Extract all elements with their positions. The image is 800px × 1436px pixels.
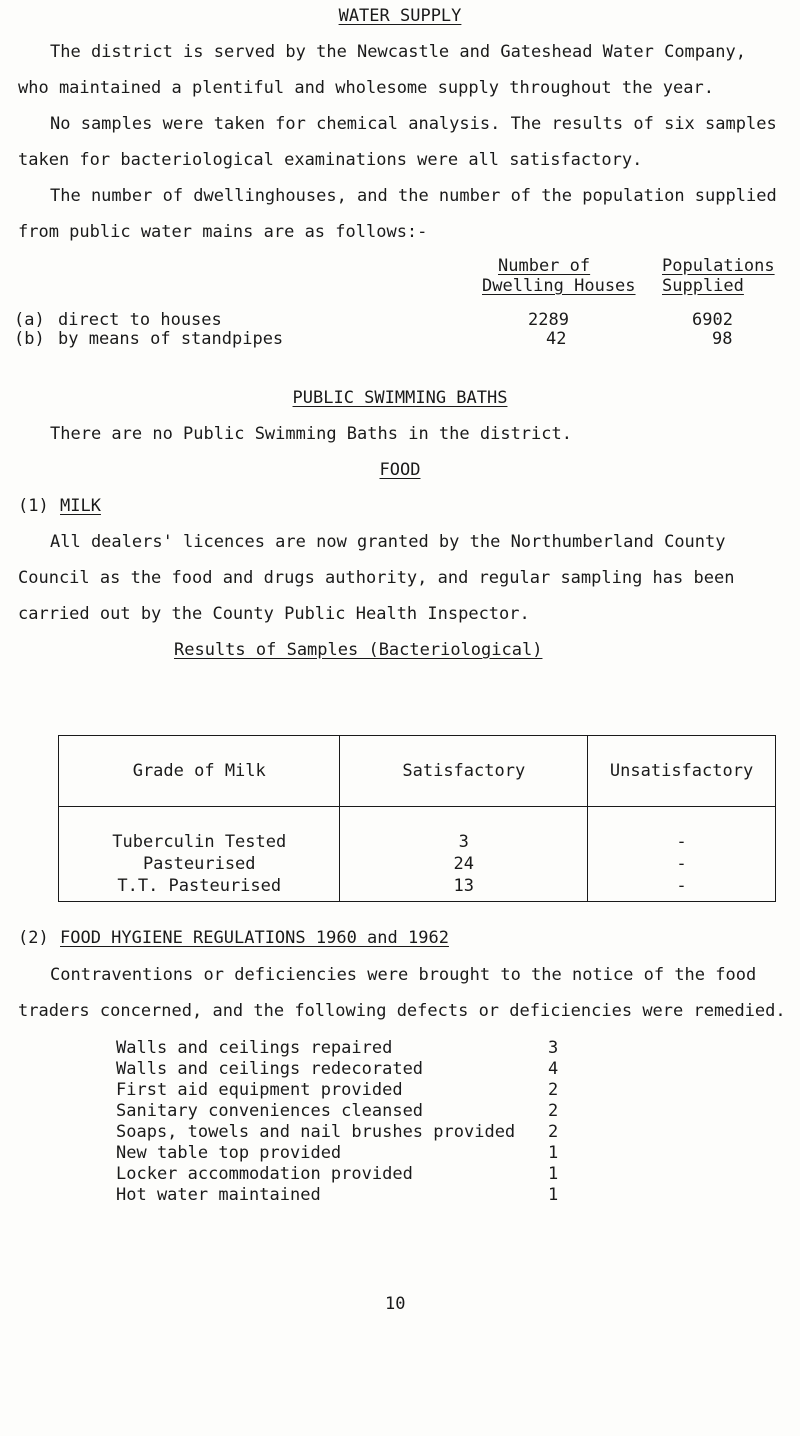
table-cell: Tuberculin Tested xyxy=(112,832,287,852)
list-item-count: 1 xyxy=(548,1164,559,1184)
header-grade: Grade of Milk xyxy=(59,736,340,807)
milk-paragraph-line: Council as the food and drugs authority, and regular sampling has been xyxy=(18,568,735,588)
dwellings-value: 2289 xyxy=(528,310,569,330)
hygiene-paragraph-line: Contraventions or deficiencies were brought to the notice of the food xyxy=(50,965,757,985)
dwelling-column-header: Number of xyxy=(498,256,591,276)
list-item: Sanitary conveniences cleansed xyxy=(116,1101,424,1121)
table-cell: Pasteurised xyxy=(142,854,256,874)
milk-paragraph-line: carried out by the County Public Health Inspector. xyxy=(18,604,530,624)
water-paragraph-line: The number of dwellinghouses, and the number of the population supplied xyxy=(50,186,777,206)
grade-column xyxy=(59,807,340,902)
table-cell: 24 xyxy=(453,854,475,874)
milk-paragraph-line: All dealers' licences are now granted by the Northumberland County xyxy=(50,532,726,552)
list-item-count: 1 xyxy=(548,1185,559,1205)
hygiene-heading: FOOD HYGIENE REGULATIONS 1960 and 1962 xyxy=(60,928,449,948)
remedies-list xyxy=(116,1040,616,1210)
unsatisfactory-column xyxy=(588,807,776,902)
table-cell: 13 xyxy=(453,876,475,896)
milk-heading: MILK xyxy=(60,496,101,516)
list-item-count: 2 xyxy=(548,1080,559,1100)
water-paragraph-line: who maintained a plentiful and wholesome supply throughout the year. xyxy=(18,78,714,98)
population-column-header-2: Supplied xyxy=(662,276,744,296)
baths-text: There are no Public Swimming Baths in the district. xyxy=(50,424,572,444)
header-satisfactory: Satisfactory xyxy=(340,736,588,807)
list-item-count: 2 xyxy=(548,1101,559,1121)
list-item-count: 4 xyxy=(548,1059,559,1079)
milk-results-table xyxy=(58,735,776,902)
baths-heading: PUBLIC SWIMMING BATHS xyxy=(292,388,508,408)
list-item: New table top provided xyxy=(116,1143,342,1163)
row-description: by means of standpipes xyxy=(58,329,284,349)
water-paragraph-line: The district is served by the Newcastle and Gateshead Water Company, xyxy=(50,42,746,62)
hygiene-paragraph-line: traders concerned, and the following defects or deficiencies were remedied. xyxy=(18,1001,786,1021)
list-item: Soaps, towels and nail brushes provided xyxy=(116,1122,516,1142)
header-unsatisfactory: Unsatisfactory xyxy=(588,736,776,807)
dwellings-value: 42 xyxy=(546,329,567,349)
list-item-count: 2 xyxy=(548,1122,559,1142)
list-item: Walls and ceilings repaired xyxy=(116,1038,393,1058)
population-value: 6902 xyxy=(692,310,733,330)
table-cell: - xyxy=(676,854,687,874)
water-paragraph-line: taken for bacteriological examinations were all satisfactory. xyxy=(18,150,643,170)
list-item: Locker accommodation provided xyxy=(116,1164,413,1184)
list-item-count: 3 xyxy=(548,1038,559,1058)
water-paragraph-line: No samples were taken for chemical analysis. The results of six samples xyxy=(50,114,777,134)
table-cell: - xyxy=(676,876,687,896)
water-supply-heading: WATER SUPPLY xyxy=(338,6,462,26)
list-item: Walls and ceilings redecorated xyxy=(116,1059,424,1079)
row-label: (a) xyxy=(14,310,45,330)
results-heading: Results of Samples (Bacteriological) xyxy=(174,640,543,660)
row-description: direct to houses xyxy=(58,310,222,330)
list-item: First aid equipment provided xyxy=(116,1080,403,1100)
table-cell: T.T. Pasteurised xyxy=(117,876,282,896)
satisfactory-column xyxy=(340,807,588,902)
table-cell: - xyxy=(676,832,687,852)
food-heading: FOOD xyxy=(379,460,421,480)
water-paragraph-line: from public water mains are as follows:- xyxy=(18,222,428,242)
hygiene-number: (2) xyxy=(18,928,49,948)
row-label: (b) xyxy=(14,329,45,349)
milk-number: (1) xyxy=(18,496,49,516)
population-column-header: Populations xyxy=(662,256,775,276)
table-cell: 3 xyxy=(458,832,469,852)
population-value: 98 xyxy=(712,329,733,349)
list-item: Hot water maintained xyxy=(116,1185,321,1205)
dwelling-column-header-2: Dwelling Houses xyxy=(482,276,636,296)
table-body xyxy=(59,807,776,902)
table-header-row xyxy=(59,736,776,807)
page-number: 10 xyxy=(385,1294,406,1314)
list-item-count: 1 xyxy=(548,1143,559,1163)
